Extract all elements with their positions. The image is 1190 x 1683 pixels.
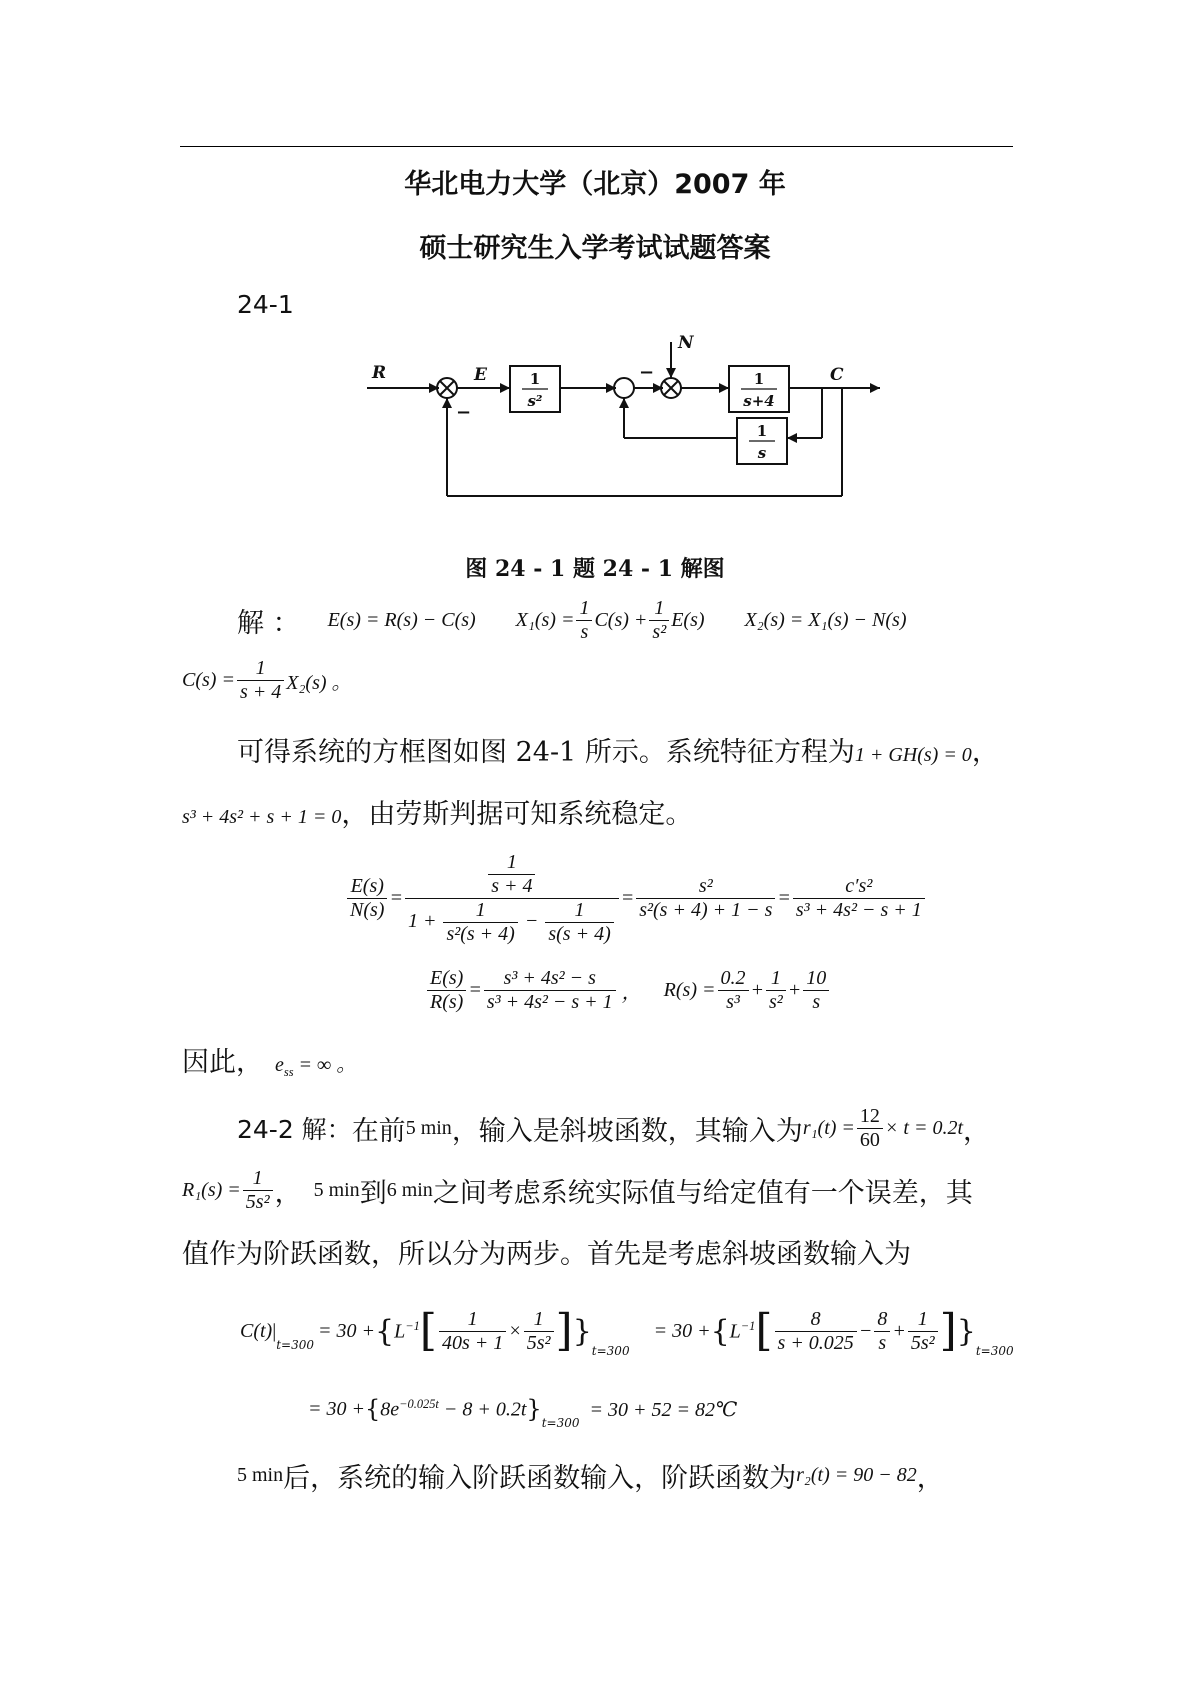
- eq-c-end: X₂(s) 。: [286, 671, 352, 694]
- label-e: E: [474, 365, 487, 385]
- label-minus-2: −: [639, 362, 655, 383]
- page-title-line1: 华北电力大学（北京）2007 年: [404, 169, 786, 200]
- paragraph-2: [182, 792, 692, 831]
- page-title-line2: 硕士研究生入学考试试题答案: [419, 233, 771, 264]
- tf2-rhs: $\frac{\text{s³ + 4s² − s}}{\text{s³ + 4s² − s + 1}}$: [484, 967, 616, 1014]
- eq-e: E(s) = R(s) − C(s): [327, 608, 476, 631]
- block1-num: 1: [529, 370, 541, 388]
- tf1-lhs: $\frac{E(s)}{N(s)}$: [347, 875, 387, 922]
- block1-den: s²: [527, 392, 543, 410]
- header-rule: [180, 146, 1013, 147]
- problem-2-line-2: R₁(s) = $\frac{1}{\text{5s²}}$ ， 5 min 到 6 min 之间考虑系统实际值与给定值有一个误差，其: [182, 1166, 973, 1213]
- block2-den: s+4: [743, 392, 775, 410]
- paragraph-1-eq: 1 + GH(s) = 0: [854, 744, 972, 766]
- block3-num: 1: [756, 422, 768, 440]
- ct-equation-line-1: C(t) | $_{t=300}$ = 30 + { $L^{-1}$ [ $\frac{1}{40s + 1}$ × $\frac{1}{\text{5s²}}$ ] } $_{t=300}$ = 30 + { $L^{-1}$ [ 8 s + 0.025 − $\frac{8}{s}$ + $\frac{1}{\text{5s²}}$ ] } $_{t=300}$: [240, 1305, 1014, 1358]
- r2-eq: r₂(t) = 90 − 82: [796, 1463, 917, 1486]
- tf2-lhs: $\frac{E(s)}{R(s)}$: [427, 967, 466, 1014]
- solution-label: 解 ：: [237, 607, 300, 639]
- r1s-lhs: R₁(s) =: [182, 1178, 241, 1201]
- block3-den: s: [757, 444, 767, 462]
- solution-line-2: [182, 652, 352, 708]
- conclusion-text: 因此，: [182, 1047, 263, 1078]
- eq-x1-mid: C(s) +: [594, 608, 648, 631]
- ct-equation-line-2: = 30 + { $8e^{-0.025t} - 8 + 0.2t$ } $_{t=300}$ = 30 + 52 = 82℃: [308, 1395, 738, 1430]
- label-minus-1: −: [456, 402, 472, 423]
- block-diagram: [362, 328, 902, 548]
- problem-2-line-1: 24-2 解： 在前 5 min ，输入是斜坡函数，其输入为 r₁(t) = $\frac{12}{60}$ × t = 0.2t ，: [237, 1104, 991, 1151]
- tf1-complex-frac: $\frac{1}{s + 4}$ 1 + $\frac{1}{\text{s²(s + 4)}}$ − $\frac{1}{s(s + 4)}$: [405, 851, 619, 946]
- problem-2-line-3: 值作为阶跃函数，所以分为两步。首先是考虑斜坡函数输入为: [182, 1239, 911, 1270]
- eq-c-lhs: C(s) =: [182, 668, 235, 691]
- solution-line-1: [237, 592, 907, 648]
- conclusion: 因此， $e_{ss}$ = ∞ 。: [182, 1040, 356, 1080]
- label-n: N: [678, 333, 694, 353]
- label-r: R: [372, 363, 387, 383]
- problem-label-24-1: 24-1: [237, 290, 294, 319]
- problem-label-24-2: 24-2 解：: [237, 1115, 352, 1144]
- r1-lhs: r₁(t) =: [802, 1116, 855, 1139]
- eq-x1-end: E(s): [671, 608, 705, 631]
- figure-caption: 图 24 - 1 题 24 - 1 解图: [465, 556, 725, 582]
- transfer-function-er: $\frac{E(s)}{R(s)}$ = $\frac{\text{s³ + 4s² − s}}{\text{s³ + 4s² − s + 1}}$ ， R(s) = $\frac{0.2}{\text{s³}}$ + $\frac{1}{\text{s²}}$ + $\frac{10}{s}$: [425, 960, 831, 1020]
- eq-x1-lhs: X₁(s) =: [515, 608, 575, 631]
- eq-x1-frac1: $\frac{1}{s}$: [576, 597, 592, 644]
- paragraph-1: 可得系统的方框图如图 24-1 所示。系统特征方程为 1 + GH(s) = 0 ，: [237, 730, 999, 769]
- paragraph-1-text: 可得系统的方框图如图 24-1 所示。系统特征方程为: [237, 737, 855, 768]
- eq-x1-frac2: $\frac{1}{\text{s²}}$: [649, 597, 669, 644]
- eq-c-frac: $\frac{1}{s + 4}$: [237, 657, 284, 704]
- eq-x2: X₂(s) = X₁(s) − N(s): [744, 608, 907, 631]
- problem-2-last-line: 5 min 后，系统的输入阶跃函数输入，阶跃函数为 r₂(t) = 90 − 82 ，: [237, 1462, 944, 1494]
- tf2-r-lhs: R(s) =: [663, 978, 716, 1001]
- paragraph-2-eq: s³ + 4s² + s + 1 = 0: [182, 806, 342, 828]
- block2-num: 1: [753, 370, 765, 388]
- summing-junction-2: [614, 378, 634, 398]
- tf1-mid: $\frac{\text{s²}}{\text{s²(s + 4) + 1 − s}}$: [636, 875, 775, 922]
- label-c: C: [830, 365, 844, 385]
- ct-lhs: C(t): [240, 1319, 273, 1342]
- transfer-function-en: $\frac{E(s)}{N(s)}$ = $\frac{1}{s + 4}$ 1 + $\frac{1}{\text{s²(s + 4)}}$ − $\frac{1}{s(s + 4)}$ = $\frac{\text{s²}}{\text{s²(s + 4) + 1 − s}}$ = $\frac{\text{c′s²}}{\text{s³ + 4s² − s + 1}}$: [345, 848, 927, 948]
- tf1-rhs: $\frac{\text{c′s²}}{\text{s³ + 4s² − s + 1}}$: [793, 875, 925, 922]
- paragraph-2-text: ，由劳斯判据可知系统稳定。: [341, 799, 693, 830]
